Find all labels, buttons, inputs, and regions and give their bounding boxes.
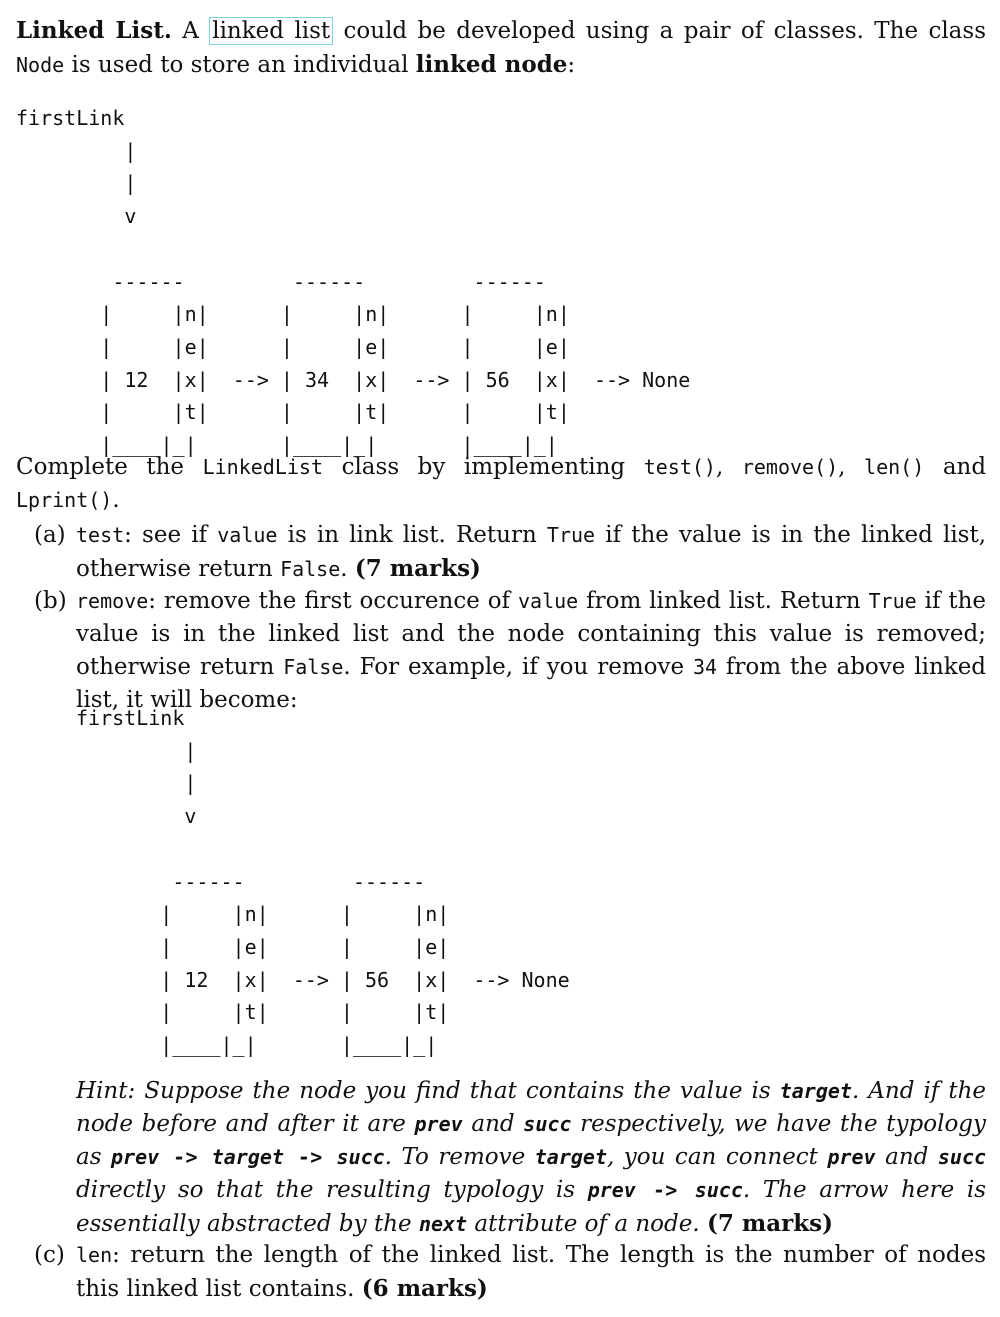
diagram-line: | 12 |x| --> | 34 |x| --> | 56 |x| --> None [16,367,691,392]
diagram-line: | |t| | |t| [76,1000,450,1025]
text: . [340,556,348,582]
method-len-code: len() [864,455,925,479]
method-remove-code: remove() [741,455,839,479]
node-class-code: Node [16,53,65,77]
linked-list-link[interactable]: linked list [209,17,333,45]
diagram-line: | 12 |x| --> | 56 |x| --> None [76,967,570,992]
text: is in link list. Return [287,522,537,548]
linked-node-term: linked node [415,51,568,78]
text: . The arrow here is essentially abstracted by the [76,1177,987,1237]
text: and [942,454,987,480]
method-name-code: len [76,1243,113,1267]
text: from the above linked list, it will become: [76,654,987,713]
succ-code: succ [523,1112,572,1136]
part-label: (b) [34,588,67,614]
diagram-line: |____|_| |____|_| |____|_| [16,433,558,458]
text: from linked list. Return [586,588,861,614]
text: class by implementing [341,454,626,480]
text: if the value is in the linked list and the node containing this value is removed; otherwise return [76,588,987,680]
text: , [838,454,846,480]
value-code: value [217,523,278,547]
diagram-line: | |e| | |e| [76,934,450,959]
diagram-line: v [16,204,137,229]
text: if the value is in the linked list, otherwise return [76,522,987,582]
text: . [112,487,120,513]
intro-paragraph [16,14,986,82]
text: : see if [124,522,208,548]
diagram-line: firstLink [16,106,125,130]
text: , you can connect [606,1144,818,1170]
text: : remove the first occurence of [148,588,511,614]
text: directly so that the resulting typology is [76,1177,576,1203]
diagram-line: firstLink [76,706,185,730]
value-code: value [517,589,579,613]
target-code: target [779,1079,852,1103]
marks: (7 marks) [706,1210,834,1237]
text: is used to store an individual [71,52,409,78]
marks: (6 marks) [361,1275,488,1302]
method-name-code: test [76,523,125,547]
hint-paragraph [76,1075,986,1241]
text: . To remove [384,1144,526,1170]
next-code: next [418,1212,468,1236]
diagram-line: | [16,138,137,163]
chain-code: prev -> target -> succ [111,1145,385,1169]
text: and [885,1144,929,1170]
diagram-line: v [76,804,197,829]
text: and [471,1111,515,1137]
text: Hint: Suppose the node you find that contains the value is [76,1078,771,1104]
true-code: True [546,523,596,547]
diagram-line: | [76,738,197,763]
marks: (7 marks) [354,555,481,582]
text: . And if the node before and after it are [76,1078,987,1137]
number-code: 34 [692,655,718,679]
text: : [567,52,576,78]
chain-code: prev -> succ [587,1178,743,1202]
diagram-line: ------ ------ ------ [16,269,546,294]
method-test-code: test() [643,455,716,479]
false-code: False [283,655,344,679]
diagram-line: | |n| | |n| [76,902,450,927]
diagram-line: | |n| | |n| | |n| [16,302,570,327]
text: could be developed using a pair of classes. The class [343,18,986,44]
text: : return the length of the linked list. The length is the number of nodes this linked list contains. [76,1242,986,1302]
method-lprint-code: Lprint() [16,488,113,512]
part-body [76,1239,986,1306]
part-label: (a) [34,522,66,548]
text: respectively, we have the typology as [76,1111,987,1170]
part-body [76,519,986,586]
diagram-line: ------ ------ [76,869,426,894]
linkedlist-class-code: LinkedList [202,455,323,479]
method-name-code: remove [76,589,149,613]
false-code: False [280,557,341,581]
diagram-line: | |e| | |e| | |e| [16,334,570,359]
prev-code: prev [827,1145,876,1169]
document-page [16,14,987,1302]
diagram-line: |____|_| |____|_| [76,1033,438,1058]
part-body [76,585,986,717]
linked-list-diagram-original [16,102,690,462]
linked-list-diagram-after-remove [76,702,570,1062]
part-a [34,519,986,586]
diagram-line: | [16,171,137,196]
part-c [34,1239,986,1306]
text: A [182,18,199,44]
section-heading: Linked List. [16,17,172,44]
prev-code: prev [414,1112,463,1136]
true-code: True [868,589,917,613]
part-label: (c) [34,1242,65,1268]
text: , [715,454,724,480]
target-code: target [534,1145,607,1169]
text: Complete the [16,454,185,480]
succ-code: succ [937,1145,987,1169]
diagram-line: | |t| | |t| | |t| [16,400,570,425]
diagram-line: | [76,771,197,796]
part-b [34,585,986,717]
text: attribute of a node. [474,1211,700,1237]
text: . For example, if you remove [343,654,685,680]
task-paragraph [16,451,986,517]
